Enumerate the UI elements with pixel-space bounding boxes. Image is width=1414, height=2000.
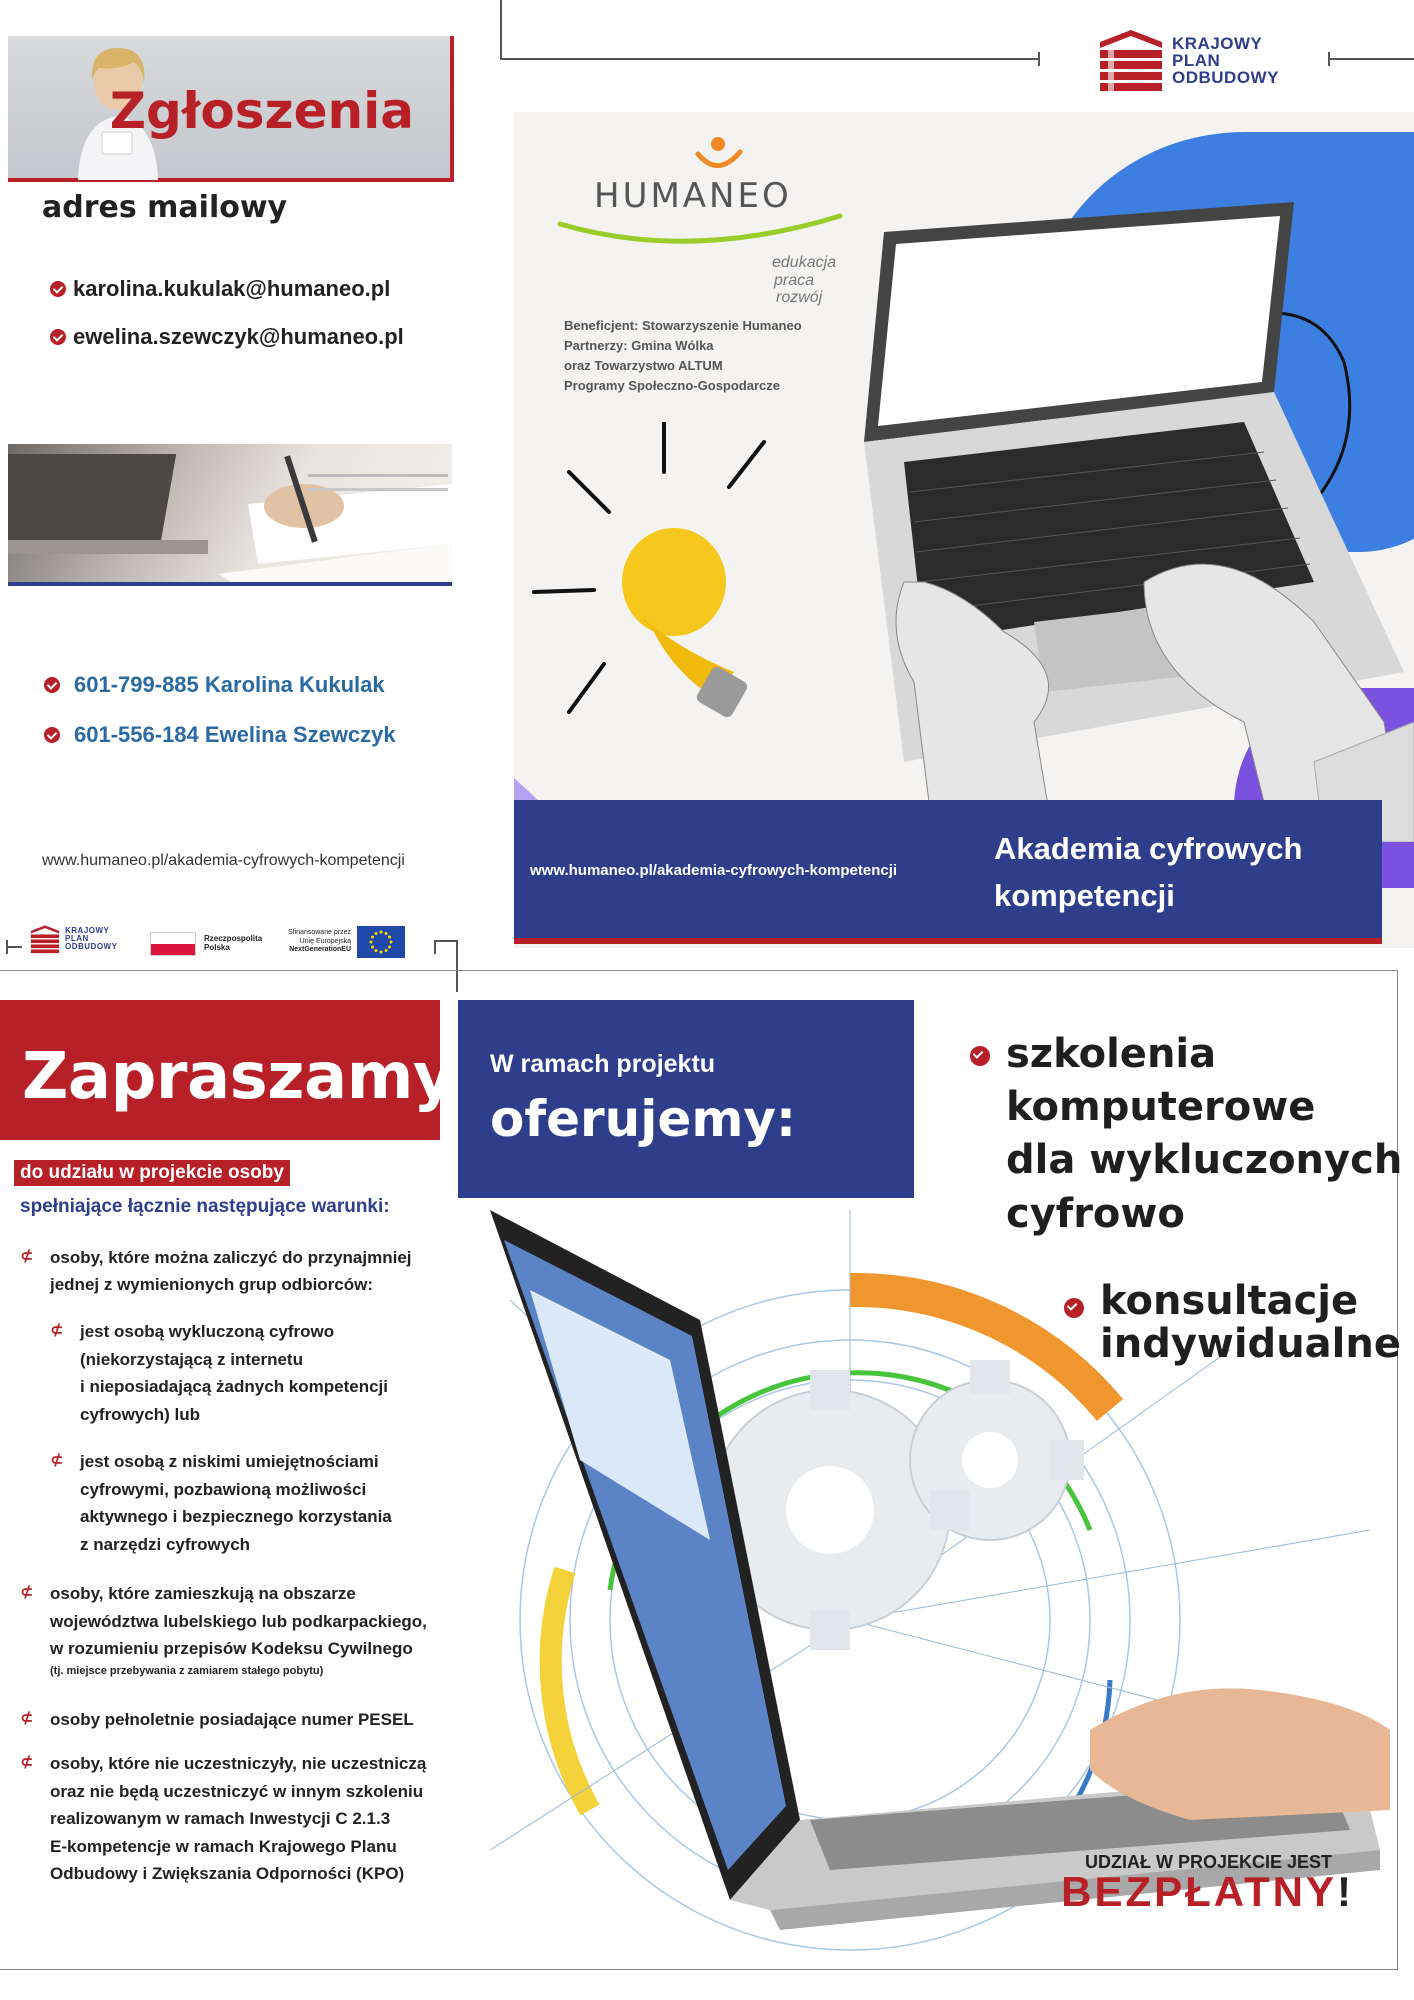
condition-line: (niekorzystającą z internetu <box>80 1349 303 1369</box>
email-heading: adres mailowy <box>42 190 288 225</box>
polish-flag-icon <box>150 932 196 956</box>
condition-mark-icon: ⊄ <box>50 1452 64 1469</box>
eu-logo <box>288 926 405 958</box>
guide-line <box>1328 58 1414 60</box>
zgloszenia-banner <box>8 36 454 182</box>
check-icon <box>50 281 66 297</box>
condition-note: (tj. miejsce przebywania z zamiarem stałego pobytu) <box>50 1664 324 1677</box>
condition-item <box>50 1750 426 1888</box>
tagline-line: rozwój <box>776 289 823 307</box>
condition-line: Odbudowy i Zwiększania Odporności (KPO) <box>50 1864 405 1884</box>
hero-title-line: Akademia cyfrowych <box>994 831 1303 866</box>
kpo-flag-icon <box>30 924 60 954</box>
offer-line: szkolenia <box>1006 1031 1217 1077</box>
offer-item-text <box>1006 1028 1402 1241</box>
writing-illustration <box>8 444 452 586</box>
condition-item <box>50 1244 412 1298</box>
condition-mark-icon: ⊄ <box>20 1248 34 1265</box>
offer-line: konsultacje <box>1100 1278 1359 1324</box>
kpo-line2: PLAN <box>65 934 89 943</box>
email-row <box>50 276 390 302</box>
phone-row <box>44 672 385 698</box>
condition-line: w rozumieniu przepisów Kodeksu Cywilnego <box>50 1639 413 1659</box>
free-label: UDZIAŁ W PROJEKCIE JEST <box>1084 1852 1332 1872</box>
eu-line3: NextGenerationEU <box>289 946 352 954</box>
kpo-line1: KRAJOWY <box>1172 33 1263 53</box>
guide-line <box>1328 52 1330 66</box>
tagline-line: praca <box>774 271 815 289</box>
humaneo-tagline <box>772 254 836 307</box>
condition-line: realizowanym w ramach Inwestycji C 2.1.3 <box>50 1809 391 1829</box>
offer-intro: W ramach projektu <box>490 1050 716 1078</box>
phone-link[interactable]: 601-556-184 Ewelina Szewczyk <box>74 722 396 747</box>
guide-line <box>434 940 436 954</box>
rp-line2: Polska <box>204 943 230 952</box>
invite-subtitle: do udziału w projekcie osoby <box>14 1160 290 1186</box>
guide-line <box>500 58 1038 60</box>
kpo-line3: ODBUDOWY <box>65 942 118 951</box>
condition-line: osoby, które można zaliczyć do przynajmniej <box>50 1248 412 1267</box>
beneficiary-line: oraz Towarzystwo ALTUM <box>564 358 723 374</box>
free-exclamation: ! <box>1337 1868 1354 1915</box>
condition-item <box>50 1706 414 1733</box>
condition-line: z narzędzi cyfrowych <box>80 1534 251 1554</box>
offer-heading: oferujemy: <box>490 1090 797 1148</box>
offer-line: indywidualne <box>1100 1321 1401 1368</box>
hero-url[interactable]: www.humaneo.pl/akademia-cyfrowych-kompetencji <box>530 862 898 879</box>
phone-link[interactable]: 601-799-885 Karolina Kukulak <box>74 672 385 697</box>
humaneo-wordmark: HUMANEO <box>594 176 792 216</box>
condition-mark-icon: ⊄ <box>20 1584 34 1601</box>
rp-line1: Rzeczpospolita <box>204 934 263 944</box>
hero-footer-bar <box>514 800 1382 944</box>
guide-line <box>500 0 502 60</box>
kpo-line1: KRAJOWY <box>65 926 110 935</box>
eu-flag-icon <box>357 926 405 958</box>
phone-row <box>44 722 396 748</box>
condition-line: cyfrowych) lub <box>80 1404 200 1424</box>
hero-title <box>994 826 1302 919</box>
light-bulb-icon <box>524 422 824 752</box>
condition-line: województwa lubelskiego lub podkarpackiego, <box>50 1611 427 1631</box>
rp-logo <box>150 932 262 956</box>
check-icon <box>44 727 60 743</box>
humaneo-logo <box>550 132 850 307</box>
condition-line: jednej z wymienionych grup odbiorców: <box>50 1275 374 1295</box>
email-link[interactable]: karolina.kukulak@humaneo.pl <box>73 276 391 301</box>
offer-line: komputerowe <box>1006 1084 1316 1131</box>
hero-title-line: kompetencji <box>994 877 1175 913</box>
conditions-list <box>0 1240 450 1884</box>
check-icon <box>44 677 60 693</box>
condition-line: i nieposiadającą żadnych kompetencji <box>80 1377 388 1397</box>
project-url[interactable]: www.humaneo.pl/akademia-cyfrowych-kompetencji <box>42 852 405 869</box>
kpo-logo <box>1098 28 1279 92</box>
eu-line2: Unię Europejską <box>299 937 352 945</box>
conditions-intro: spełniające łącznie następujące warunki: <box>20 1196 390 1217</box>
condition-line: jest osobą z niskimi umiejętnościami <box>80 1452 379 1471</box>
beneficiary-line: Programy Społeczno-Gospodarcze <box>564 378 780 394</box>
condition-line: osoby, które zamieszkują na obszarze <box>50 1584 356 1603</box>
check-icon <box>50 329 66 345</box>
condition-line: jest osobą wykluczoną cyfrowo <box>80 1322 335 1341</box>
beneficiary-info <box>564 316 802 397</box>
condition-line: E-kompetencje w ramach Krajowego Planu <box>50 1836 397 1856</box>
condition-mark-icon: ⊄ <box>50 1322 64 1339</box>
condition-mark-icon: ⊄ <box>20 1710 34 1727</box>
free-word: BEZPŁATNY <box>1061 1868 1337 1915</box>
kpo-flag-icon <box>1098 28 1164 92</box>
kpo-line2: PLAN <box>1172 50 1221 70</box>
condition-line: osoby pełnoletnie posiadające numer PESEL <box>50 1710 414 1729</box>
condition-line: cyfrowymi, pozbawioną możliwości <box>80 1479 367 1499</box>
beneficiary-line: Beneficjent: Stowarzyszenie Humaneo <box>564 318 802 333</box>
kpo-logo-small <box>30 924 117 954</box>
laptop-hands-illustration <box>844 202 1414 842</box>
banner-title: Zgłoszenia <box>109 82 414 140</box>
zapraszamy-title: Zapraszamy <box>22 1040 455 1114</box>
condition-line: aktywnego i bezpiecznego korzystania <box>80 1507 392 1527</box>
writing-photo <box>8 444 452 586</box>
guide-line <box>6 946 22 948</box>
kpo-line3: ODBUDOWY <box>1172 67 1279 87</box>
check-icon <box>1064 1298 1084 1318</box>
condition-subitem <box>80 1318 388 1428</box>
beneficiary-line: Partnerzy: Gmina Wólka <box>564 338 714 354</box>
condition-mark-icon: ⊄ <box>20 1754 34 1771</box>
eu-line1: Sfinansowane przez <box>288 929 352 937</box>
guide-line <box>434 940 458 942</box>
check-icon <box>970 1046 990 1066</box>
condition-item <box>50 1580 427 1680</box>
free-emphasis <box>1061 1868 1354 1916</box>
condition-line: oraz nie będą uczestniczyć w innym szkoleniu <box>50 1781 424 1801</box>
offer-item-text <box>1100 1280 1401 1366</box>
condition-subitem <box>80 1448 392 1558</box>
condition-line: osoby, które nie uczestniczyły, nie uczestniczą <box>50 1754 427 1773</box>
email-link[interactable]: ewelina.szewczyk@humaneo.pl <box>73 324 404 349</box>
tagline-line: edukacja <box>772 254 837 271</box>
offer-line: cyfrowo <box>1006 1190 1185 1237</box>
offer-line: dla wykluczonych <box>1006 1137 1403 1184</box>
guide-line <box>1038 52 1040 66</box>
email-row <box>50 324 404 350</box>
